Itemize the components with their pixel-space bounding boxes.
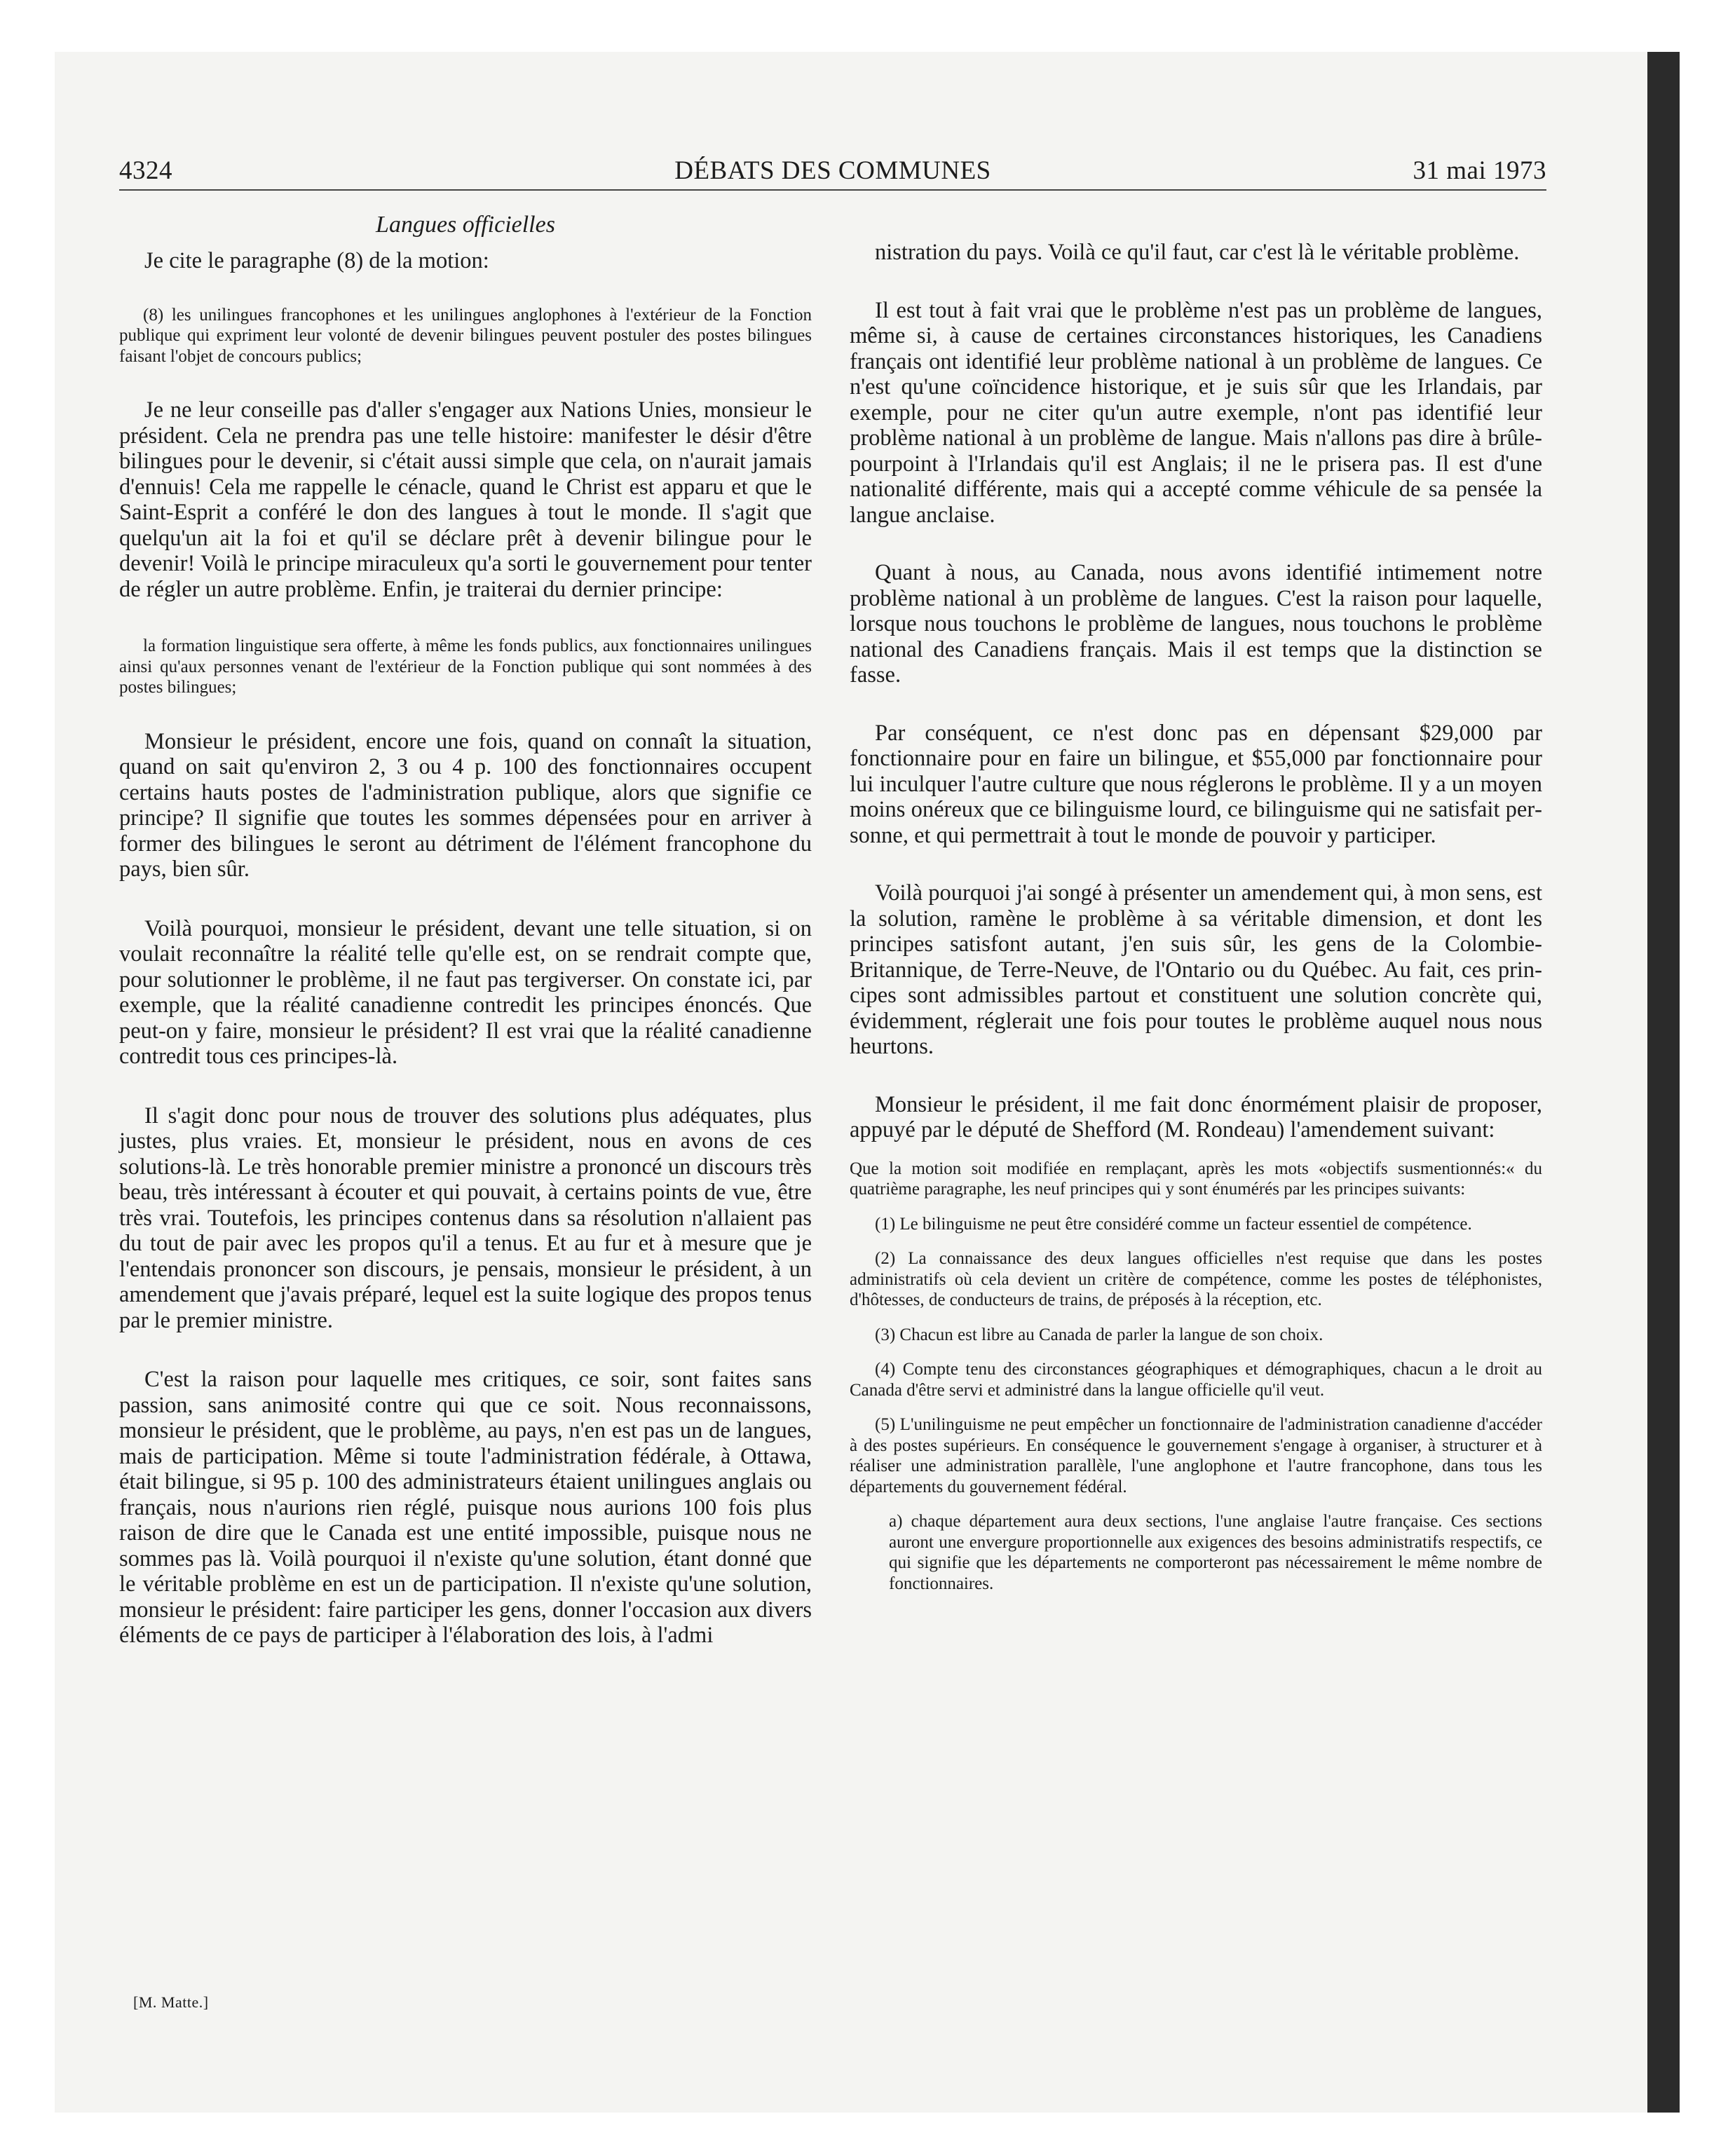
paragraph: Voilà pourquoi j'ai songé à présenter un amendement qui, à mon sens, est la solution, ramène le problème à sa véritable dimension, et dont les principes satisfont autant, j'en suis sûr, les gens de la Colombie-Britannique, de Terre-Neuve, de l'Ontario ou du Québec. Au fait, ces principes sont admissibles partout et constituent une solution concrète qui, évidemment, réglerait une fois pour toutes le problème auquel nous nous heurtons. xyxy=(850,880,1542,1059)
left-column xyxy=(119,209,812,1682)
paragraph: Quant à nous, au Canada, nous avons identifié intimement notre problème national à un problème de langues. C'est la raison pour laquelle, lorsque nous touchons le problème de langues, nous touchons le problème national des Canadiens français. Mais il est temps que la distinction se fasse. xyxy=(850,560,1542,688)
paragraph: C'est la raison pour laquelle mes critiques, ce soir, sont faites sans passion, sans animosité contre qui que ce soit. Nous reconnaissons, monsieur le président, que le problème, au pays, n'en est pas un de langues, mais de participation. Même si toute l'administration fédérale, à Ottawa, était bilingue, si 95 p. 100 des administrateurs étaient unilingues anglais ou français, nous n'aurions rien réglé, puisque nous aurions 100 fois plus raison de dire que le Canada est une entité impossible, puisque nous ne sommes pas là. Voilà pourquoi il n'existe qu'une solution, étant donné que le véritable problème en est un de participation. Il n'existe qu'une solution, monsieur le président: faire participer les gens, donner l'occasion aux divers éléments de ce pays de participer à l'élaboration des lois, à l'admi xyxy=(119,1367,812,1648)
amendment-item: (2) La connaissance des deux langues officielles n'est requise que dans les postes administratifs où cela devient un critère de compétence, comme les postes de téléphonistes, d'hôtesses, de conducteurs de trains, de préposés à la réception, etc. xyxy=(850,1249,1542,1309)
paragraph: nistration du pays. Voilà ce qu'il faut, car c'est là le véritable problème. xyxy=(875,240,1520,265)
amendment-item: (3) Chacun est libre au Canada de parler la langue de son choix. xyxy=(875,1325,1324,1344)
speaker-attribution: [M. Matte.] xyxy=(133,1993,209,2011)
quoted-paragraph: la formation linguistique sera offerte, à même les fonds publics, aux fonctionnaires unilingues ainsi qu'aux personnes venant de l'extérieur de la Fonction publique qui sont nommées à des postes bilingues; xyxy=(119,636,812,697)
header-rule xyxy=(119,189,1546,191)
paragraph: Monsieur le président, encore une fois, quand on connaît la situation, quand on sait qu'environ 2, 3 ou 4 p. 100 des fonctionnaires occupent certains hauts postes de l'administration publique, alors que signifie ce principe? Il signifie que toutes les sommes dépensées pour en arriver à former des bilingues le seront au détriment de l'élément francophone du pays, bien sûr. xyxy=(119,728,812,882)
paragraph: Voilà pourquoi, monsieur le président, devant une telle situation, si on voulait reconnaître la réalité telle qu'elle est, on se rendrait compte que, pour solutionner le problème, il ne faut pas tergiverser. On constate ici, par exemple, que la réalité canadienne contredit les principes énoncés. Que peut-on y faire, monsieur le président? Il est vrai que la réalité canadienne contredit tous ces principes-là. xyxy=(119,915,812,1069)
amendment-item: (5) L'unilinguisme ne peut empêcher un fonctionnaire de l'administration canadienne d'accéder à des postes supérieurs. En conséquence le gouvernement s'engage à organiser, à structurer et à réaliser une administration parallèle, l'une anglophone et l'autre francophone, dans tous les départements du gouvernement fédéral. xyxy=(850,1415,1542,1496)
amendment-sub-item: a) chaque département aura deux sections, l'une anglaise l'autre française. Ces sections auront une envergure proportionnelle aux exigences des besoins administratifs respectifs, ce qui signifie que les départements ne comporteront pas nécessairement le même nombre de fonctionnaires. xyxy=(889,1512,1542,1593)
paragraph: Monsieur le président, il me fait donc énormément plaisir de proposer, appuyé par le député de Shefford (M. Rondeau) l'amendement suivant: xyxy=(850,1091,1542,1142)
amendment-intro: Que la motion soit modifiée en remplaçant, après les mots «objectifs susmentionnés:« du quatrième paragraphe, les neuf principes qui y sont énumérés par les principes suivants: xyxy=(850,1159,1542,1199)
page-header xyxy=(119,156,1546,189)
quoted-paragraph: (8) les unilingues francophones et les unilingues anglophones à l'extérieur de la Fonction publique qui expriment leur volonté de devenir bilingues peuvent postuler des postes bilingues faisant l'objet de concours publics; xyxy=(119,305,812,366)
amendment-item: (4) Compte tenu des circonstances géographiques et démographiques, chacun a le droit au Canada d'être servi et administré dans la langue officielle qu'il veut. xyxy=(850,1360,1542,1400)
paragraph: Je ne leur conseille pas d'aller s'engager aux Nations Unies, monsieur le président. Cela ne prendra pas une telle histoire: manifester le désir d'être bilingues pour le devenir, si c'était aussi simple que cela, on n'aurait jamais d'ennuis! Cela me rappelle le cénacle, quand le Christ est apparu et que le Saint-Esprit a conféré le don des langues à tout le monde. Il s'agit que quelqu'un ait la foi et qu'il se déclare prêt à devenir bilingue pour le devenir! Voilà le principe miraculeux qu'a sorti le gouvernement pour tenter de régler un autre problème. Enfin, je traiterai du dernier principe: xyxy=(119,397,812,602)
scan-edge-bar xyxy=(1647,52,1680,2113)
publication-title: DÉBATS DES COMMUNES xyxy=(674,156,991,185)
paragraph: Par conséquent, ce n'est donc pas en dépensant $29,000 par fonctionnaire pour en faire un bilingue, et $55,000 par fonctionnaire pour lui inculquer l'autre culture que nous réglerons le problème. Il y a un moyen moins onéreux que ce bilinguisme lourd, ce bilinguisme qui ne satisfait personne, et qui permettrait à tout le monde de pouvoir y participer. xyxy=(850,720,1542,848)
paragraph: Il est tout à fait vrai que le problème n'est pas un problème de langues, même si, à cause de certaines circonstances historiques, les Canadiens français ont identifié leur problème national à un problème de langues. Ce n'est qu'une coïncidence historique, et je suis sûr que les Irlandais, par exemple, pour ne citer qu'un autre exemple, n'ont pas identifié leur problème national à un problème de langue. Mais n'allons pas dire à brûle-pourpoint à l'Irlandais qu'il est Anglais; il ne le prisera pas. Il est d'une nationalité différente, mais qui a accepté comme véhicule de sa pensée la langue anclaise. xyxy=(850,297,1542,528)
paragraph: Il s'agit donc pour nous de trouver des solutions plus adéquates, plus justes, plus vraies. Et, monsieur le président, nous en avons de ces solutions-là. Le très honorable premier ministre a prononcé un discours très beau, très intéressant à écouter et qui pouvait, à certains points de vue, être très vrai. Toutefois, les principes contenus dans sa résolution n'allaient pas du tout de pair avec les propos qu'il a tenus. Et au fur et à mesure que je l'entendais prononcer son discours, je pensais, monsieur le président, à un amendement que j'avais préparé, lequel est la suite logique des propos tenus par le premier ministre. xyxy=(119,1103,812,1333)
section-title: Langues officielles xyxy=(376,212,555,238)
right-column xyxy=(850,240,1542,1594)
page-date: 31 mai 1973 xyxy=(1413,156,1546,185)
amendment-item: (1) Le bilinguisme ne peut être considéré comme un facteur essentiel de compétence. xyxy=(875,1214,1472,1234)
paragraph: Je cite le paragraphe (8) de la motion: xyxy=(144,248,489,273)
page-number: 4324 xyxy=(119,156,172,185)
